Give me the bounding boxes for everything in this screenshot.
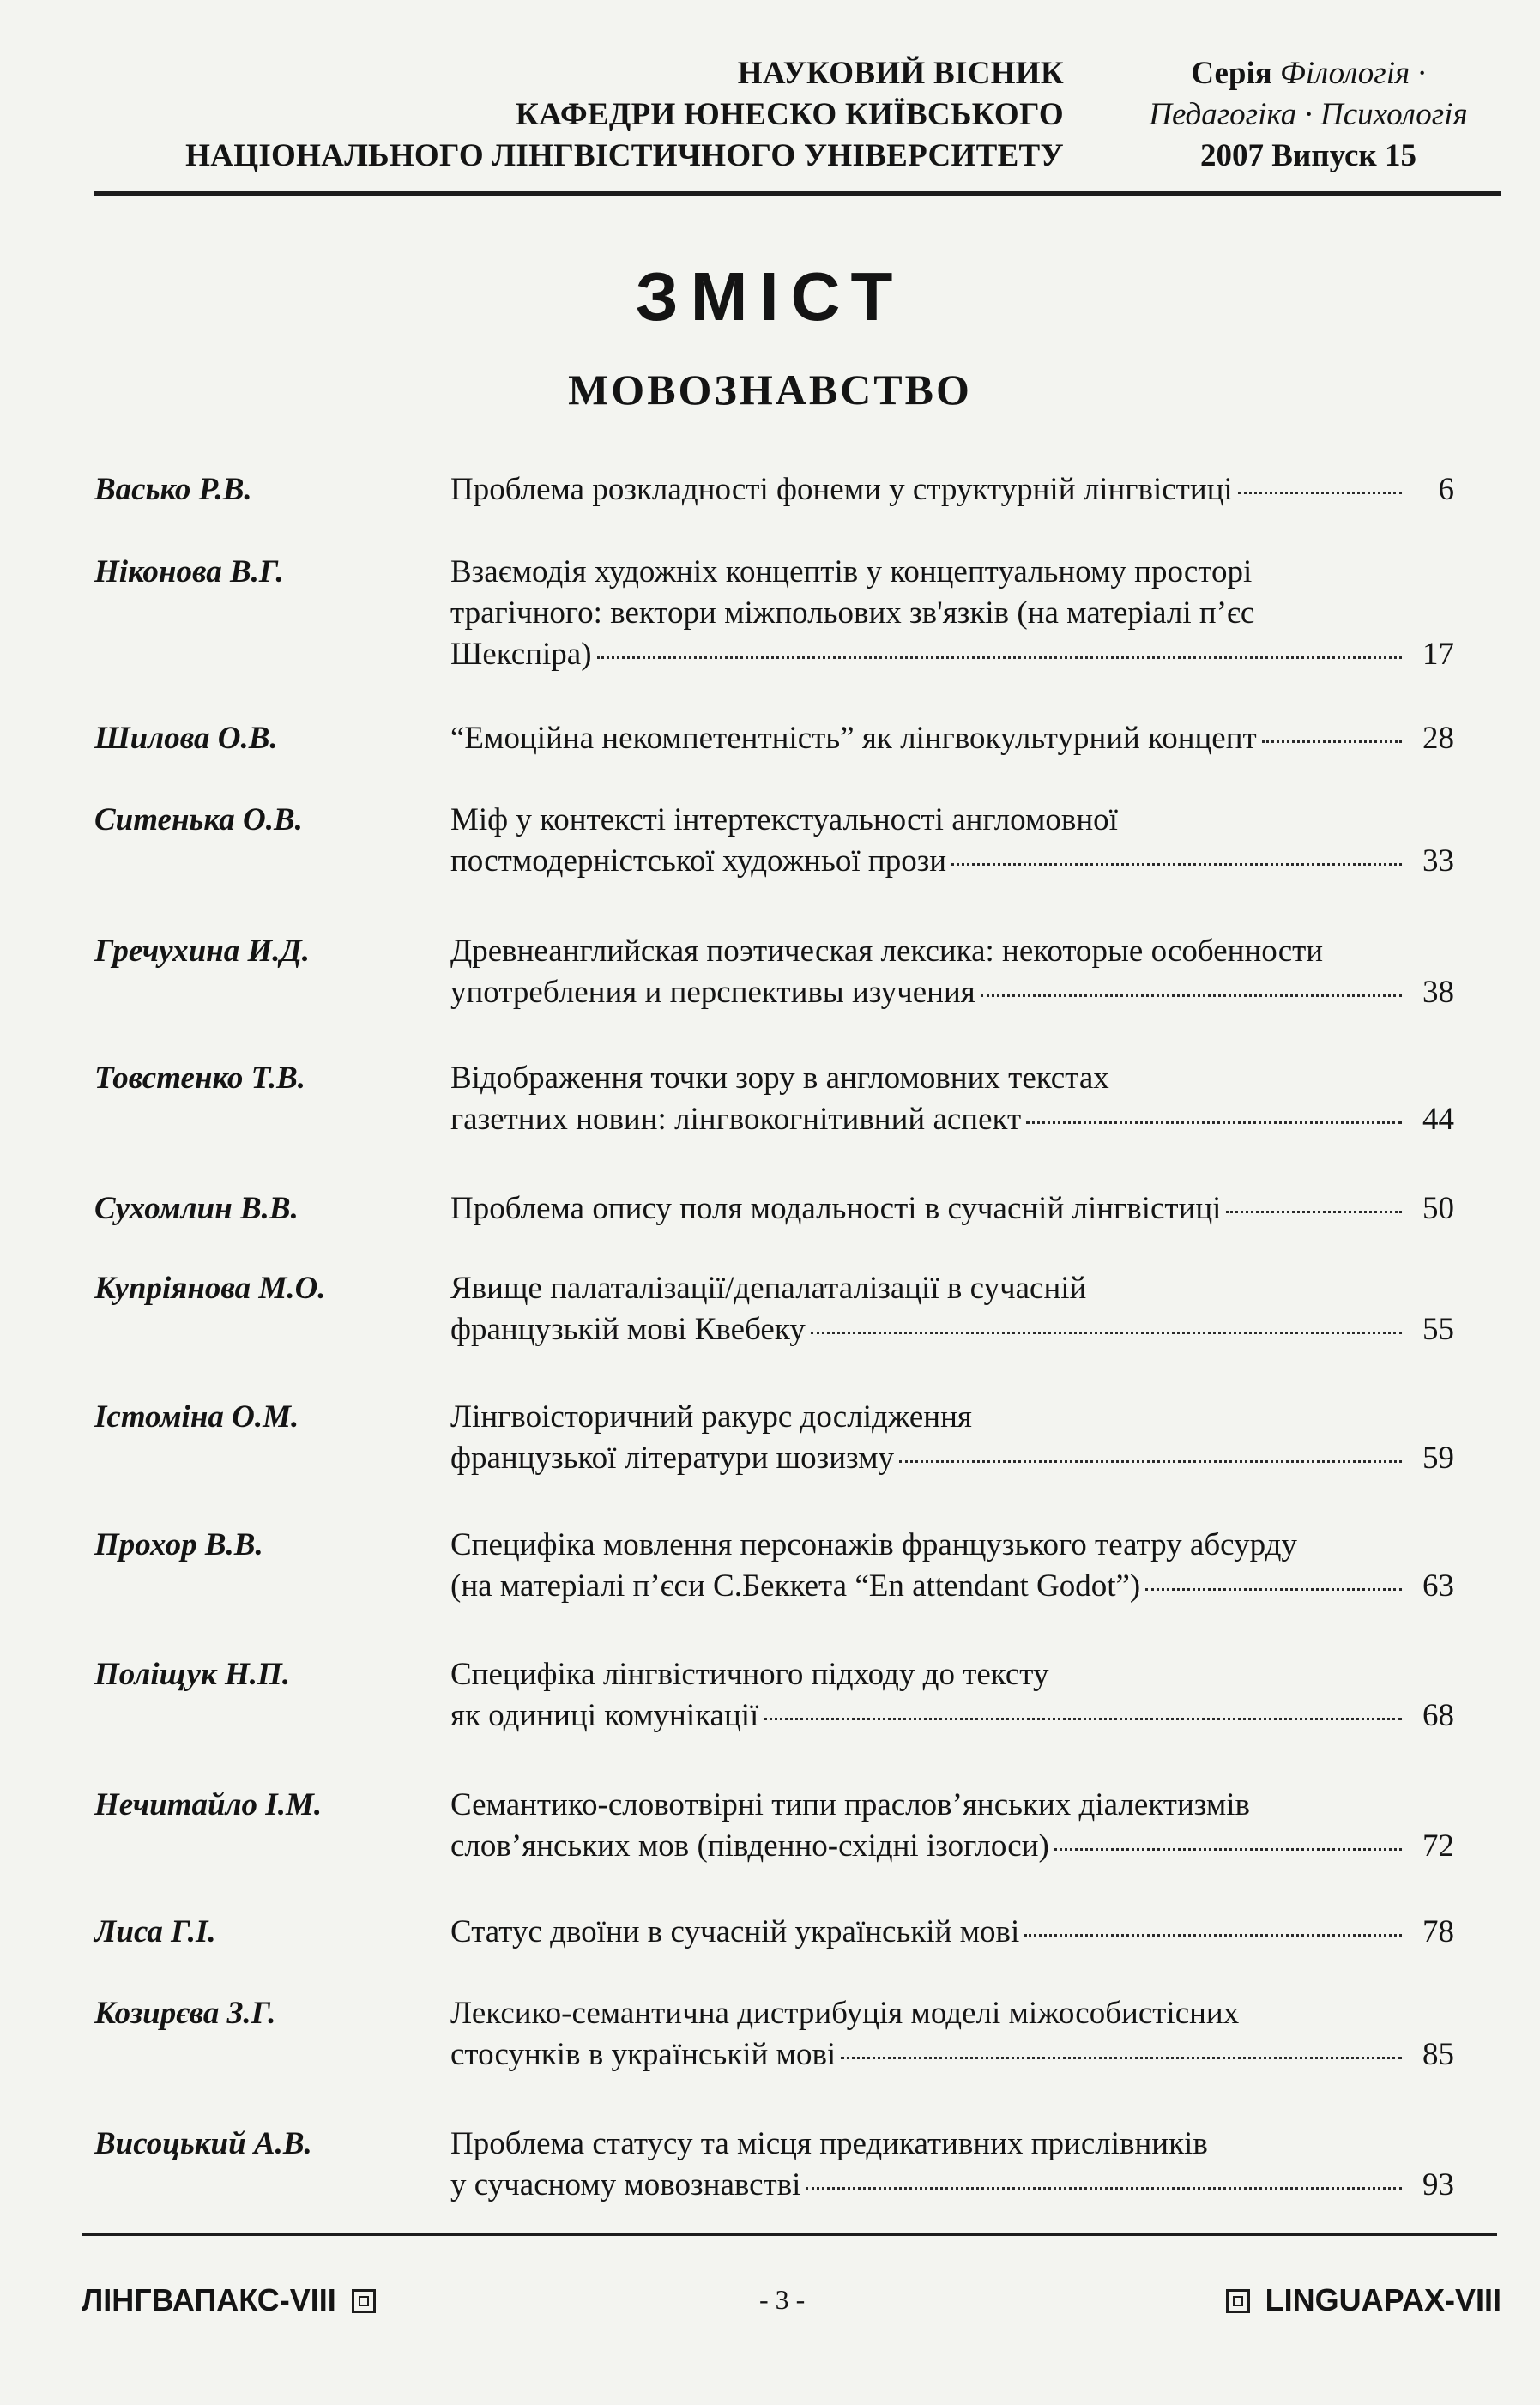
toc-title-line: французької літератури шозизму [450, 1441, 895, 1476]
footer-right-label: LINGUAPAX-VIII [1265, 2282, 1501, 2317]
toc-title-line: Лексико-семантична дистрибуція моделі міжособистісних [450, 1996, 1240, 2031]
toc-author: Прохор В.В. [94, 1527, 263, 1562]
series-discipline: Філологія · [1280, 56, 1426, 91]
toc-page-number: 85 [1422, 2037, 1454, 2072]
dot-leader [951, 863, 1402, 866]
dot-leader [899, 1460, 1402, 1463]
dot-leader [1226, 1211, 1402, 1213]
dot-leader [1262, 740, 1402, 743]
toc-page-number: 6 [1438, 472, 1454, 507]
toc-author: Шилова О.В. [94, 721, 278, 756]
page-number: - 3 - [759, 2284, 806, 2315]
toc-title-line: Проблема статусу та місця предикативних прислівників [450, 2126, 1208, 2161]
toc-title-line: слов’янських мов (південно-східні ізоглоси) [450, 1828, 1049, 1864]
toc-title-last-line [450, 2165, 1454, 2206]
toc-page-number: 17 [1422, 637, 1454, 672]
toc-title-last-line [450, 469, 1454, 511]
toc-title-last-line [450, 841, 1454, 882]
toc-title-last-line [450, 1099, 1454, 1140]
toc-title-line: стосунків в українській мові [450, 2037, 836, 2072]
toc-page-number: 33 [1422, 843, 1454, 879]
toc-author: Товстенко Т.В. [94, 1060, 306, 1096]
toc-title-last-line [450, 1912, 1454, 1953]
toc-title-line: Семантико-словотвірні типи праслов’янських діалектизмів [450, 1787, 1251, 1822]
toc-author: Істоміна О.М. [94, 1399, 299, 1435]
toc-title-last-line [450, 1566, 1454, 1607]
footer-left-label: ЛІНГВАПАКС-VIII [82, 2282, 336, 2317]
toc-page-number: 93 [1422, 2167, 1454, 2203]
dot-leader [981, 994, 1402, 997]
dot-leader [1026, 1121, 1402, 1124]
toc-page-number: 44 [1422, 1102, 1454, 1137]
dot-leader [764, 1718, 1402, 1720]
toc-title [450, 1993, 1454, 2076]
linguapax-logo-icon [1226, 2289, 1250, 2313]
toc-title [450, 1785, 1454, 1867]
toc-page-number: 78 [1422, 1914, 1454, 1949]
toc-title-line: (на матеріалі п’єси С.Беккета “En attendant Godot”) [450, 1568, 1141, 1604]
issue-number: 2007 Випуск 15 [1200, 138, 1416, 173]
toc-title [450, 552, 1454, 675]
toc-author: Гречухина И.Д. [94, 934, 311, 969]
toc-title [450, 931, 1454, 1013]
toc-title-line: “Емоційна некомпетентність” як лінгвокультурний концепт [450, 721, 1257, 756]
toc-title-line: Явище палаталізації/депалаталізації в сучасній [450, 1271, 1087, 1306]
toc-title [450, 1058, 1454, 1140]
toc-page-number: 72 [1422, 1828, 1454, 1864]
toc-title-line: як одиниці комунікації [450, 1698, 759, 1733]
dot-leader [841, 2057, 1402, 2059]
toc-page-number: 50 [1422, 1191, 1454, 1226]
toc-title-line: Древнеанглийская поэтическая лексика: некоторые особенности [450, 934, 1324, 969]
dot-leader [1054, 1848, 1402, 1851]
toc-title-line: Специфіка мовлення персонажів французького театру абсурду [450, 1527, 1297, 1562]
toc-title [450, 1912, 1454, 1953]
toc-title-last-line [450, 634, 1454, 675]
toc-author: Сухомлин В.В. [94, 1191, 299, 1226]
journal-title-line: НАЦІОНАЛЬНОГО ЛІНГВІСТИЧНОГО УНІВЕРСИТЕТУ [185, 138, 1064, 173]
footer-rule [82, 2233, 1497, 2236]
toc-title [450, 1188, 1454, 1230]
toc-title [450, 718, 1454, 759]
series-disciplines: Педагогіка · Психологія [1149, 97, 1468, 132]
toc-title-line: употребления и перспективы изучения [450, 975, 975, 1010]
toc-page-number: 28 [1422, 721, 1454, 756]
series-label: Серія [1191, 56, 1272, 91]
toc-author: Козирєва З.Г. [94, 1996, 276, 2031]
toc-title-line: Лінгвоісторичний ракурс дослідження [450, 1399, 972, 1435]
toc-title-line: Специфіка лінгвістичного підходу до тексту [450, 1657, 1049, 1692]
toc-title-last-line [450, 718, 1454, 759]
toc-title [450, 1397, 1454, 1479]
journal-title-line: НАУКОВИЙ ВІСНИК [737, 56, 1064, 91]
toc-author: Поліщук Н.П. [94, 1657, 291, 1692]
toc-title-line: Проблема опису поля модальності в сучасній лінгвістиці [450, 1191, 1222, 1226]
toc-title-line: у сучасному мовознавстві [450, 2167, 801, 2203]
toc-title [450, 1268, 1454, 1351]
toc-title [450, 1525, 1454, 1607]
page-footer [82, 2282, 1501, 2325]
toc-title-last-line [450, 1188, 1454, 1230]
toc-author: Купріянова М.О. [94, 1271, 326, 1306]
toc-title-line: Проблема розкладності фонеми у структурній лінгвістиці [450, 472, 1233, 507]
toc-title-line: трагічного: вектори міжпольових зв'язків (на матеріалі п’єс [450, 595, 1255, 631]
dot-leader [1145, 1588, 1402, 1591]
toc-title-line: Відображення точки зору в англомовних текстах [450, 1060, 1109, 1096]
toc-title-line: Шекспіра) [450, 637, 592, 672]
toc-author: Нечитайло І.М. [94, 1787, 323, 1822]
toc-title-line: французькій мові Квебеку [450, 1312, 806, 1347]
dot-leader [1238, 492, 1402, 494]
toc-title-line: газетних новин: лінгвокогнітивний аспект [450, 1102, 1022, 1137]
footer-left [82, 2282, 391, 2318]
dot-leader [811, 1332, 1402, 1334]
dot-leader [1024, 1934, 1402, 1937]
toc-title-last-line [450, 1826, 1454, 1867]
toc-author: Ситенька О.В. [94, 802, 303, 837]
toc-title-last-line [450, 1695, 1454, 1737]
toc-page-number: 59 [1422, 1441, 1454, 1476]
toc-author: Лиса Г.І. [94, 1914, 216, 1949]
toc-title [450, 800, 1454, 882]
page-title: ЗМІСТ [635, 258, 905, 335]
toc-page-number: 68 [1422, 1698, 1454, 1733]
toc-title [450, 2124, 1454, 2206]
toc-title-line: Взаємодія художніх концептів у концептуальному просторі [450, 554, 1253, 589]
section-heading: МОВОЗНАВСТВО [568, 366, 972, 414]
toc-title-last-line [450, 972, 1454, 1013]
linguapax-logo-icon [352, 2289, 376, 2313]
toc-title [450, 469, 1454, 511]
toc-title-last-line [450, 1309, 1454, 1351]
dot-leader [806, 2187, 1402, 2190]
toc-title-last-line [450, 1438, 1454, 1479]
toc-author: Ніконова В.Г. [94, 554, 284, 589]
journal-title-line: КАФЕДРИ ЮНЕСКО КИЇВСЬКОГО [516, 97, 1064, 132]
toc-title-line: Статус двоїни в сучасній українській мові [450, 1914, 1020, 1949]
toc-title [450, 1654, 1454, 1737]
toc-author: Васько Р.В. [94, 472, 252, 507]
toc-page-number: 63 [1422, 1568, 1454, 1604]
toc-title-line: постмодерністської художньої прози [450, 843, 947, 879]
toc-author: Висоцький А.В. [94, 2126, 312, 2161]
toc-title-line: Міф у контексті інтертекстуальності англомовної [450, 802, 1118, 837]
footer-right [1211, 2282, 1501, 2318]
toc-page-number: 55 [1422, 1312, 1454, 1347]
dot-leader [597, 656, 1402, 659]
toc-title-last-line [450, 2034, 1454, 2076]
toc-page-number: 38 [1422, 975, 1454, 1010]
